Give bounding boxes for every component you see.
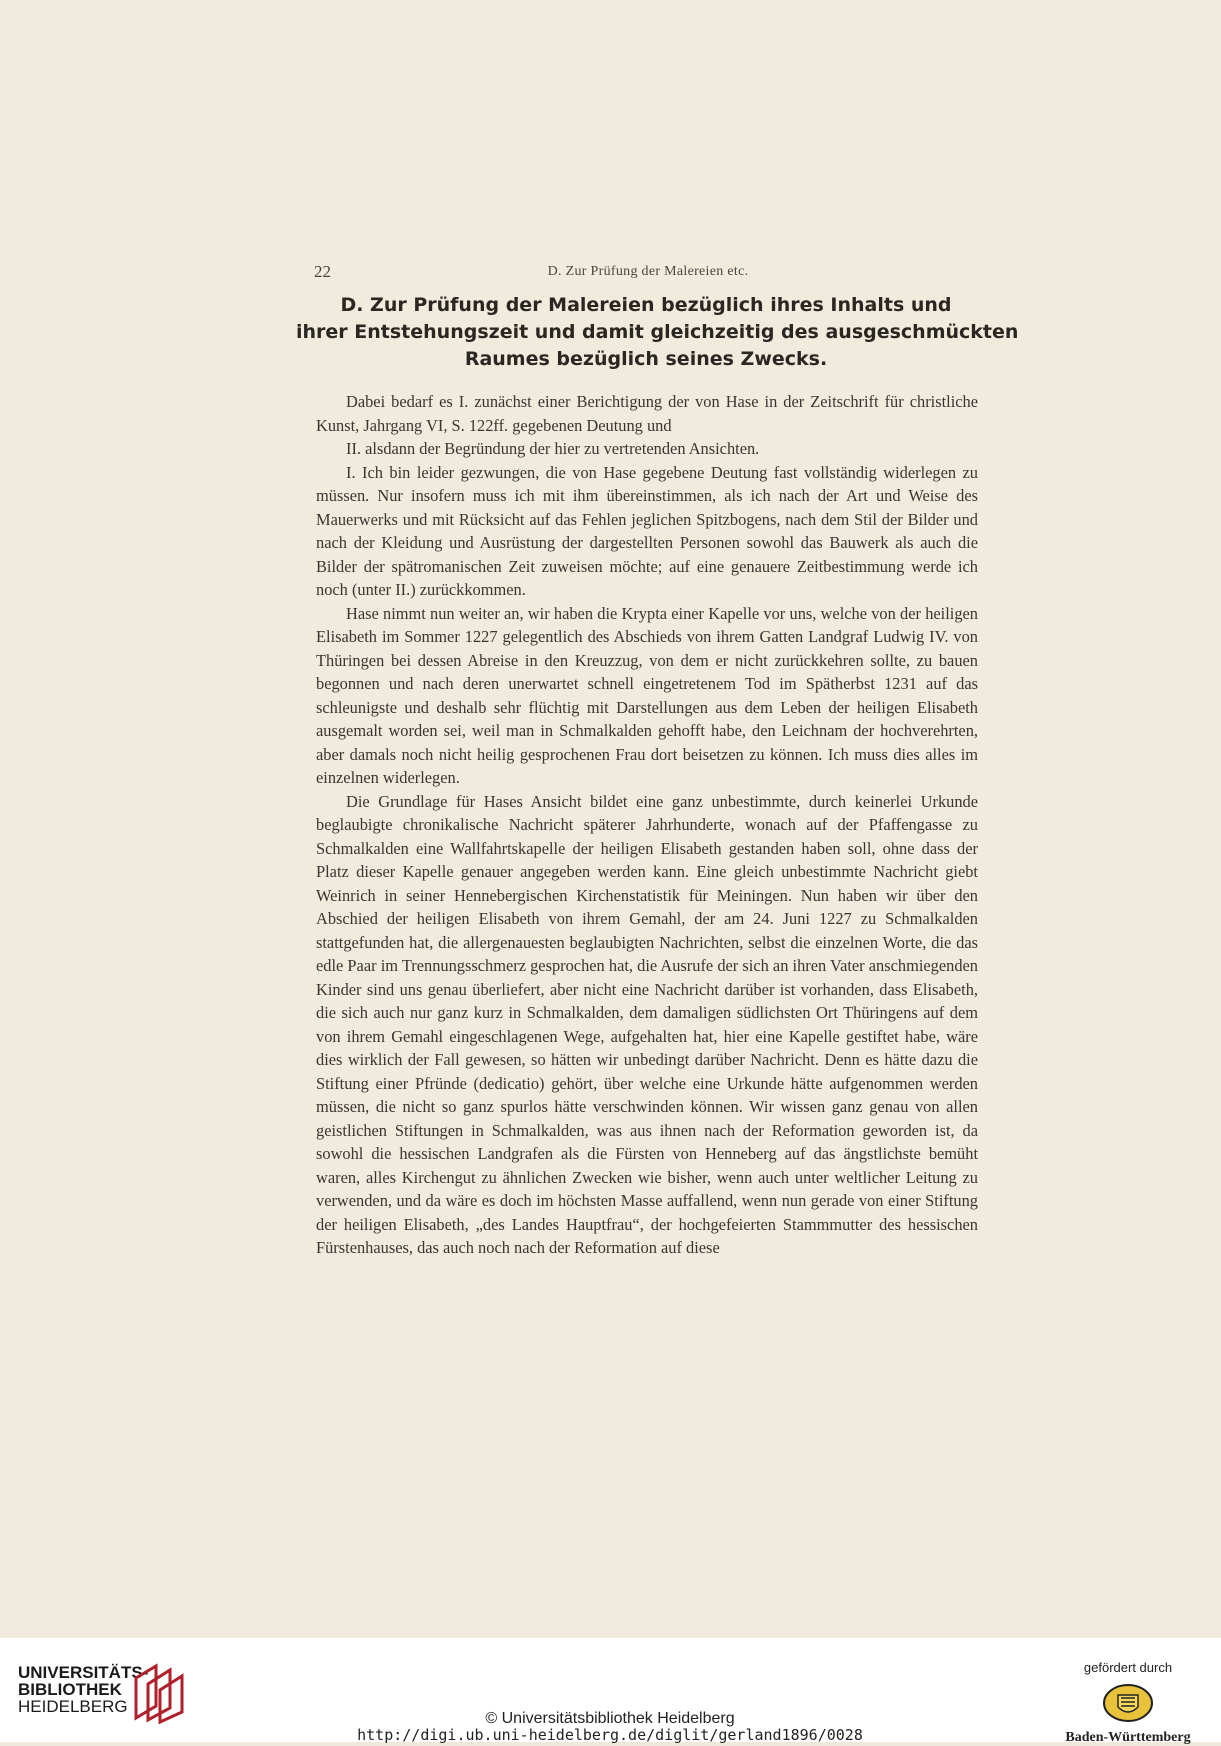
running-head: [314, 262, 982, 286]
heading-line-1: D. Zur Prüfung der Malereien bezüglich ihres Inhalts und: [340, 294, 952, 316]
page-number: 22: [314, 262, 331, 281]
paragraph-1: Dabei bedarf es I. zunächst einer Berichtigung der von Hase in der Zeitschrift für christliche Kunst, Jahrgang VI, S. 122ff. gegebenen Deutung und: [316, 392, 978, 435]
copyright-text: © Universitätsbibliothek Heidelberg: [485, 1710, 735, 1727]
footer-bar: [0, 1638, 1221, 1745]
coat-of-arms-icon: [1102, 1683, 1154, 1723]
body-text: [316, 390, 978, 1260]
running-head-title: D. Zur Prüfung der Malereien etc.: [547, 264, 749, 279]
paragraph-3: I. Ich bin leider gezwungen, die von Hase gegebene Deutung fast vollständig widerlegen zu müssen. Nur insofern muss ich mit ihm übereinstimmen, als ich nach der Art und Weise des Mauerwerks und mit Rücksicht auf das Fehlen jeglichen Spitzbogens, nach dem Stil der Bilder und nach der Kleidung und Ausrüstung der dargestellten Personen sowohl das Bauwerk als auch die Bilder der spätromanischen Zeit zuweisen möchte; auf eine genauere Zeitbestimmung werde ich noch (unter II.) zurückkommen.: [316, 462, 978, 599]
permalink-url[interactable]: http://digi.ub.uni-heidelberg.de/diglit/gerland1896/0028: [357, 1726, 863, 1744]
library-name-line-3: HEIDELBERG: [18, 1697, 128, 1716]
paragraph-5: Die Grundlage für Hases Ansicht bildet eine ganz unbestimmte, durch keinerlei Urkunde beglaubigte chronikalische Nachricht späterer Jahrhunderte, wonach auf der Pfaffengasse zu Schmalkalden eine Wallfahrtskapelle der heiligen Elisabeth gestanden haben soll, ohne dass der Platz dieser Kapelle genauer angegeben werden kann. Eine gleich unbestimmte Nachricht giebt Weinrich in seiner Hennebergischen Kirchenstatistik für Meiningen. Nun haben wir über den Abschied der heiligen Elisabeth von ihrem Gemahl, der am 24. Juni 1227 zu Schmalkalden stattgefunden hat, die allergenauesten beglaubigten Nachrichten, selbst die einzelnen Worte, die das edle Paar im Trennungsschmerz gesprochen hat, die Ausrufe der sich an ihren Vater anschmiegenden Kinder sind uns genau überliefert, aber nicht eine Nachricht darüber ist vorhanden, dass Elisabeth, die sich auch nur ganz kurz in Schmalkalden, dem damaligen südlichsten Ort Thüringens auf dem von ihrem Gemahl eingeschlagenen Wege, aufgehalten hat, hier eine Kapelle gestiftet habe, wäre dies wirklich der Fall gewesen, so hätten wir unbedingt darüber Nachricht. Denn es hätte dazu die Stiftung einer Pfründe (dedicatio) gehört, über welche eine Urkunde hätte aufgenommen werden müssen, die nicht so ganz spurlos hätte verschwinden können. Wir wissen ganz genau von allen geistlichen Stiftungen in Schmalkalden, was aus ihnen nach der Reformation geworden ist, da sowohl die hessischen Landgrafen als die Fürsten von Henneberg auf das ängstlichste bemüht waren, alles Kirchengut zu ähnlichen Zwecken wie bisher, wenn auch unter weltlicher Leitung zu verwenden, und da wäre es doch im höchsten Masse auffallend, wenn nun gerade von einer Stiftung der heiligen Elisabeth, „des Landes Hauptfrau“, der hochgefeierten Stammmutter des hessischen Fürstenhauses, das auch noch nach der Reformation auf diese: [316, 791, 978, 1257]
copyright-block: [350, 1710, 870, 1744]
library-logo[interactable]: [18, 1664, 188, 1734]
section-heading: [296, 292, 1019, 373]
library-name-line-2: BIBLIOTHEK: [18, 1680, 122, 1699]
sponsor-name: Baden-Württemberg: [1065, 1730, 1191, 1745]
heading-line-2: ihrer Entstehungszeit und damit gleichzeitig des ausgeschmückten: [296, 321, 1019, 343]
sponsor-block: [1053, 1660, 1203, 1746]
heading-line-3: Raumes bezüglich seines Zwecks.: [464, 348, 828, 370]
sponsor-label: gefördert durch: [1083, 1660, 1173, 1675]
paragraph-2: II. alsdann der Begründung der hier zu vertretenden Ansichten.: [346, 439, 760, 458]
library-name-line-1: UNIVERSITÄTS-: [18, 1663, 149, 1682]
paragraph-4: Hase nimmt nun weiter an, wir haben die Krypta einer Kapelle vor uns, welche von der heiligen Elisabeth im Sommer 1227 gelegentlich des Abschieds von ihrem Gatten Landgraf Ludwig IV. von Thüringen bei dessen Abreise in den Kreuzzug, von dem er nicht zurückkehren sollte, zu bauen begonnen und nach deren unerwartet schnell eingetretenem Tod im Spätherbst 1231 auf das schleunigste und deshalb sehr flüchtig mit Darstellungen aus dem Leben der heiligen Elisabeth ausgemalt worden sei, weil man in Schmalkalden gehofft habe, den Leichnam der hochverehrten, aber damals noch nicht heilig gesprochenen Frau dort beisetzen zu können. Ich muss dies alles im einzelnen widerlegen.: [316, 603, 978, 787]
library-emblem-icon: [126, 1660, 186, 1724]
